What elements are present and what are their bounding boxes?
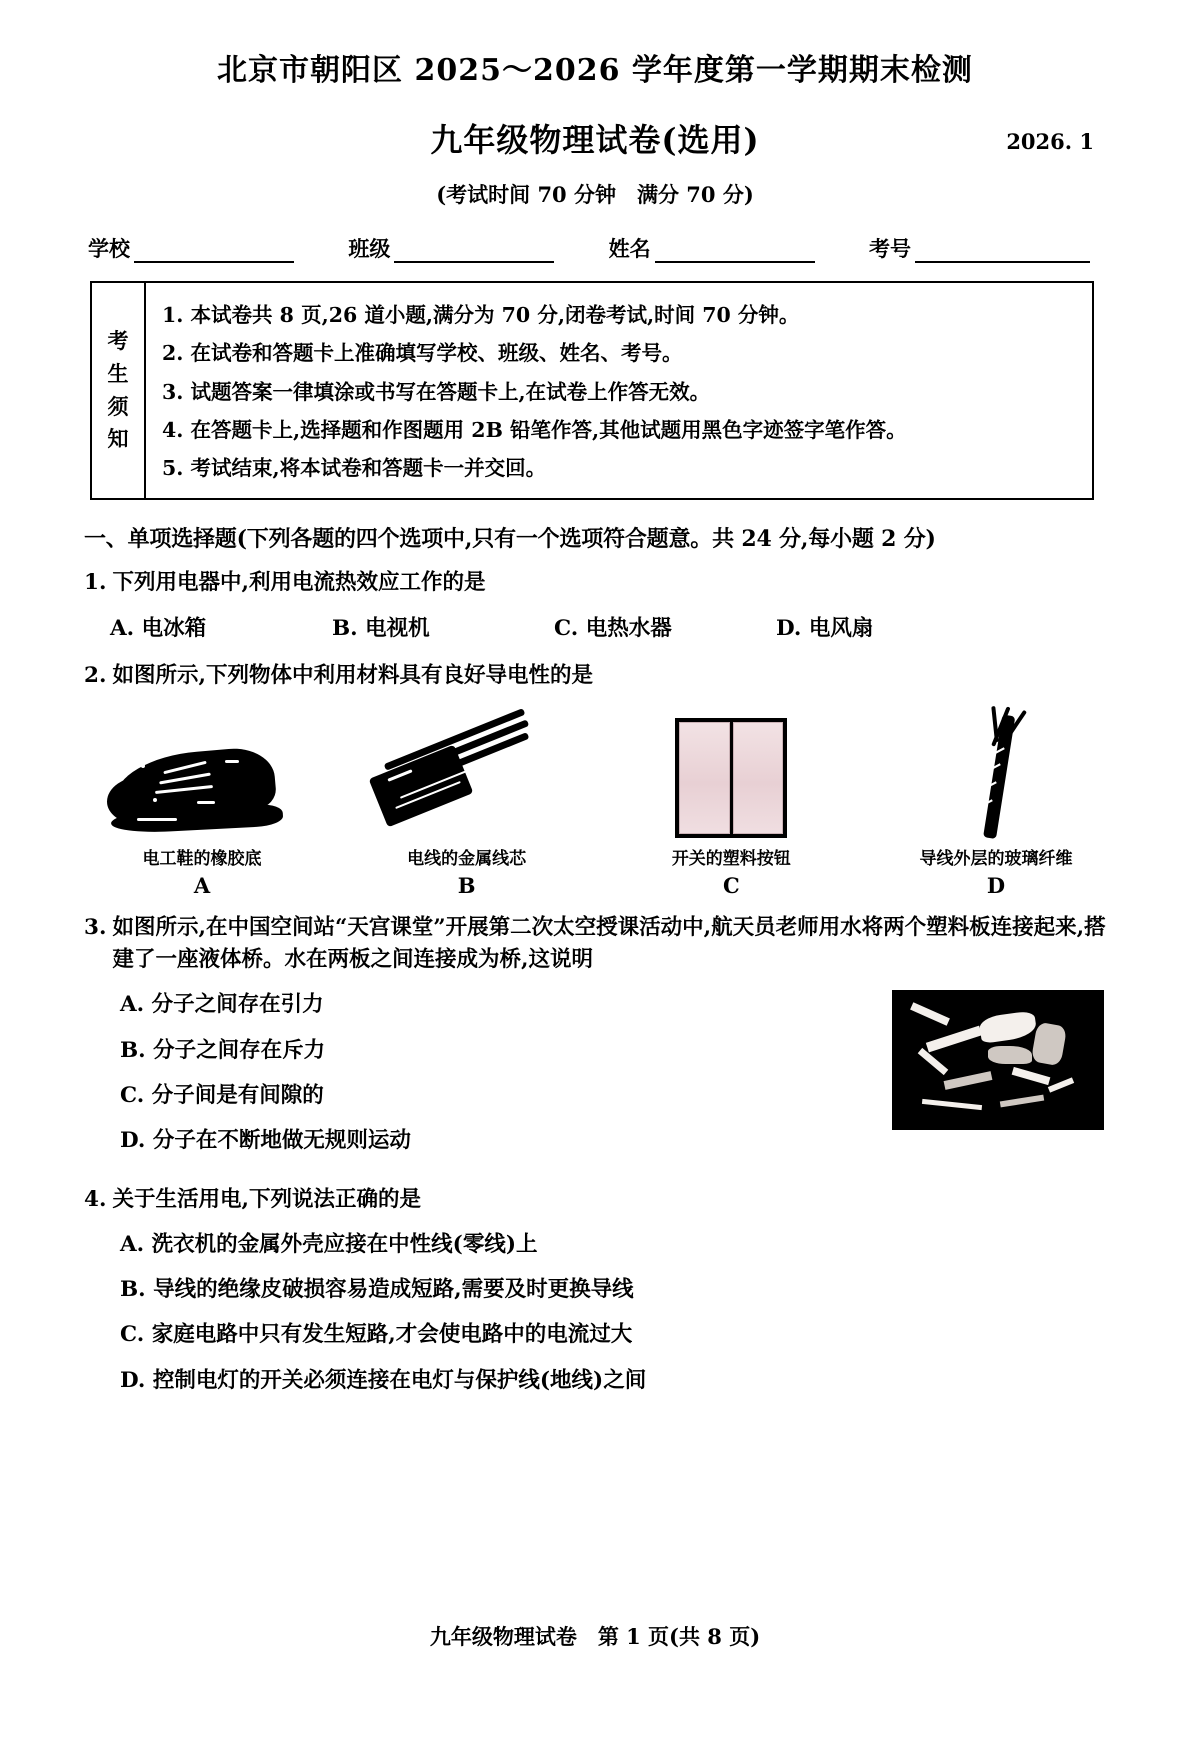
question-3-number: 3. — [84, 914, 107, 940]
field-exam-number-label: 考号 — [868, 236, 911, 261]
option-c[interactable]: C. 分子间是有间隙的 — [120, 1082, 324, 1108]
question-3-text: 如图所示,在中国空间站“天宫课堂”开展第二次太空授课活动中,航天员老师用水将两个塑料板连接起来,搭建了一座液体桥。水在两板之间连接成为桥,这说明 — [112, 914, 1106, 972]
figure-option-c[interactable] — [617, 706, 845, 898]
question-4-stem — [84, 1184, 1190, 1216]
question-1-options — [110, 613, 1190, 645]
notice-item: 1. 本试卷共 8 页,26 道小题,满分为 70 分,闭卷考试,时间 70 分钟。 — [162, 303, 800, 328]
field-school[interactable] — [88, 233, 348, 263]
figure-option-d[interactable] — [882, 706, 1110, 898]
page-footer: 九年级物理试卷 第 1 页(共 8 页) — [429, 1624, 761, 1649]
rubber-shoe-sole-icon — [97, 706, 307, 838]
option-a[interactable]: A. 洗衣机的金属外壳应接在中性线(零线)上 — [120, 1231, 538, 1257]
question-2 — [84, 660, 1190, 692]
figure-d-letter: D — [986, 872, 1006, 898]
section-heading-multiple-choice: 一、单项选择题(下列各题的四个选项中,只有一个选项符合题意。共 24 分,每小题 2 分) — [84, 526, 936, 552]
question-4 — [84, 1184, 1190, 1398]
figure-b-letter: B — [457, 872, 476, 898]
wire-metal-core-icon — [362, 706, 572, 838]
field-class-blank[interactable] — [394, 241, 554, 263]
option-a[interactable]: A. 电冰箱 — [110, 616, 207, 642]
field-exam-number-blank[interactable] — [915, 241, 1090, 263]
notice-item: 5. 考试结束,将本试卷和答题卡一并交回。 — [162, 456, 547, 480]
notice-title-char-3: 须 — [107, 393, 129, 419]
question-1-stem — [84, 567, 1190, 599]
notice-item-list — [146, 283, 1092, 498]
student-fields-row — [88, 233, 1090, 263]
question-4-number: 4. — [84, 1186, 107, 1212]
candidate-notice-box — [90, 281, 1094, 500]
notice-title-char-4: 知 — [107, 426, 129, 452]
figure-c-caption: 开关的塑料按钮 — [671, 848, 791, 869]
exam-page — [0, 45, 1190, 1761]
notice-item: 3. 试题答案一律填涂或书写在答题卡上,在试卷上作答无效。 — [162, 379, 711, 404]
notice-title-char-1: 考 — [107, 328, 129, 354]
question-3-stem — [84, 912, 1190, 977]
figure-b-caption: 电线的金属线芯 — [407, 848, 527, 869]
field-name-label: 姓名 — [608, 236, 651, 261]
field-class-label: 班级 — [348, 236, 391, 261]
option-b[interactable]: B. 分子之间存在斥力 — [120, 1037, 326, 1063]
paper-subtitle: 九年级物理试卷(选用) — [430, 121, 760, 159]
question-1-number: 1. — [84, 570, 107, 595]
figure-option-b[interactable] — [353, 706, 581, 898]
question-2-number: 2. — [84, 662, 107, 688]
notice-title-char-2: 生 — [107, 360, 129, 386]
question-3-photo — [892, 990, 1104, 1130]
notice-item: 4. 在答题卡上,选择题和作图题用 2B 铅笔作答,其他试题用黑色字迹签字笔作答。 — [162, 417, 907, 442]
figure-c-letter: C — [722, 872, 740, 898]
question-4-text: 关于生活用电,下列说法正确的是 — [112, 1186, 421, 1212]
field-name-blank[interactable] — [655, 241, 815, 263]
exam-date: 2026. 1 — [1006, 129, 1094, 154]
question-2-figure-strip — [88, 706, 1110, 898]
question-2-text: 如图所示,下列物体中利用材料具有良好导电性的是 — [112, 662, 593, 688]
figure-option-a[interactable] — [88, 706, 316, 898]
figure-a-caption: 电工鞋的橡胶底 — [142, 848, 262, 869]
option-a[interactable]: A. 分子之间存在引力 — [120, 992, 324, 1018]
option-c[interactable]: C. 家庭电路中只有发生短路,才会使电路中的电流过大 — [120, 1322, 633, 1348]
question-2-stem — [84, 660, 1190, 692]
field-school-label: 学校 — [88, 236, 130, 261]
option-c[interactable]: C. 电热水器 — [554, 616, 672, 642]
option-b[interactable]: B. 电视机 — [332, 616, 430, 642]
option-d[interactable]: D. 电风扇 — [776, 616, 874, 642]
option-d[interactable]: D. 控制电灯的开关必须连接在电灯与保护线(地线)之间 — [120, 1367, 647, 1393]
field-exam-number[interactable] — [869, 233, 1090, 263]
exam-meta: (考试时间 70 分钟 满分 70 分) — [436, 182, 754, 207]
wire-glass-fiber-icon — [891, 706, 1101, 838]
field-school-blank[interactable] — [134, 241, 294, 263]
option-b[interactable]: B. 导线的绝缘皮破损容易造成短路,需要及时更换导线 — [120, 1277, 634, 1303]
title-row — [0, 115, 1190, 159]
field-name[interactable] — [609, 233, 869, 263]
notice-title-vertical — [92, 283, 146, 498]
option-d[interactable]: D. 分子在不断地做无规则运动 — [120, 1128, 411, 1154]
field-class[interactable] — [348, 233, 608, 263]
page-title: 北京市朝阳区 2025～2026 学年度第一学期期末检测 — [217, 53, 973, 88]
question-3 — [84, 912, 1190, 1158]
figure-d-caption: 导线外层的玻璃纤维 — [919, 848, 1073, 869]
question-1 — [84, 567, 1190, 646]
switch-plastic-button-icon — [626, 706, 836, 838]
question-1-text: 下列用电器中,利用电流热效应工作的是 — [112, 570, 486, 595]
figure-a-letter: A — [193, 872, 211, 898]
notice-item: 2. 在试卷和答题卡上准确填写学校、班级、姓名、考号。 — [162, 341, 683, 366]
